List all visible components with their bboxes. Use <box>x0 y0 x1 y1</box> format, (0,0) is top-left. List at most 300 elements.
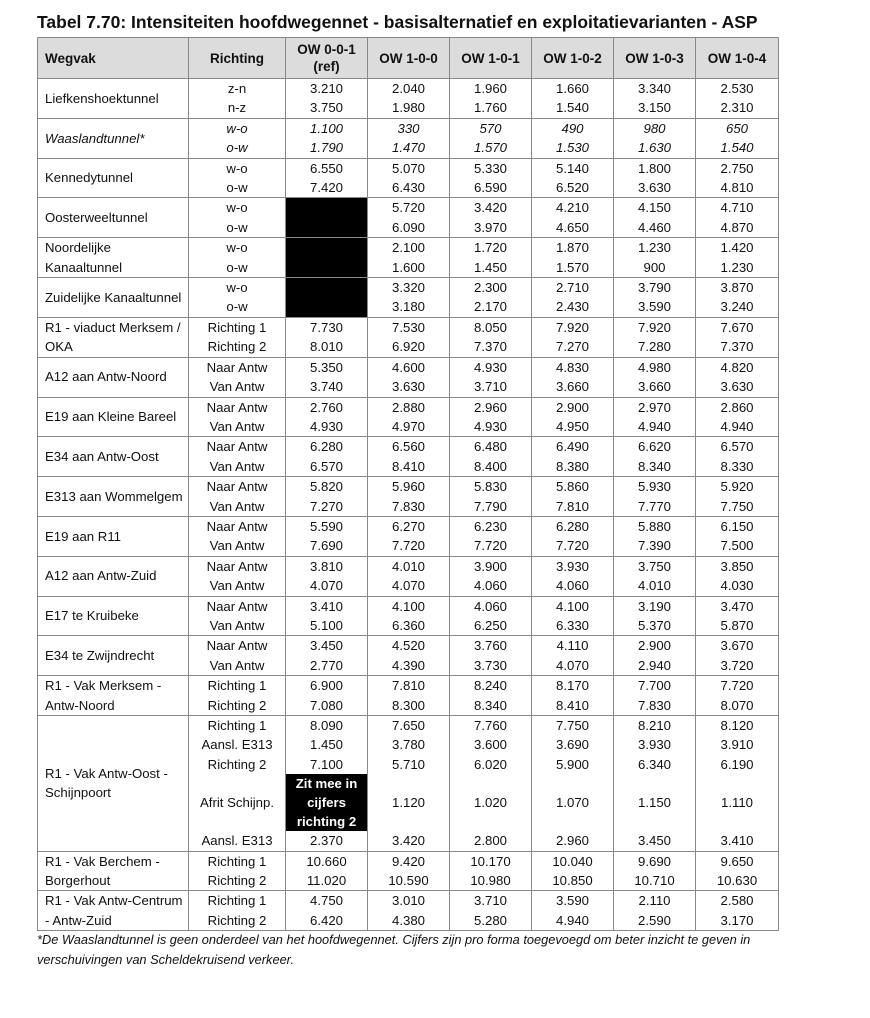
value-cell: 4.940 <box>614 417 696 437</box>
richting-cell: Naar Antw <box>189 596 286 616</box>
value-cell: 5.370 <box>614 616 696 636</box>
value-cell: 3.470 <box>696 596 779 616</box>
value-cell: 5.140 <box>532 158 614 178</box>
richting-cell: Richting 2 <box>189 337 286 357</box>
value-cell: 9.690 <box>614 851 696 871</box>
value-cell: 3.660 <box>532 377 614 397</box>
wegvak-cell: E19 aan R11 <box>38 516 189 556</box>
value-cell: 6.190 <box>696 755 779 774</box>
richting-cell: Richting 1 <box>189 317 286 337</box>
value-cell: 4.810 <box>696 178 779 198</box>
value-cell: 3.930 <box>532 556 614 576</box>
ref-value-cell: 5.590 <box>286 516 368 536</box>
table-title: Tabel 7.70: Intensiteiten hoofdwegennet - basisalternatief en exploitatievarianten - ASP <box>37 12 758 32</box>
value-cell: 6.020 <box>450 755 532 774</box>
ref-value-cell: 7.080 <box>286 696 368 716</box>
wegvak-cell: R1 - Vak Antw-Centrum - Antw-Zuid <box>38 891 189 931</box>
table-row <box>38 851 779 871</box>
value-cell: 4.870 <box>696 218 779 238</box>
value-cell: 1.470 <box>368 138 450 158</box>
value-cell: 5.930 <box>614 477 696 497</box>
wegvak-cell: R1 - Vak Berchem - Borgerhout <box>38 851 189 891</box>
value-cell: 4.710 <box>696 198 779 218</box>
value-cell: 6.520 <box>532 178 614 198</box>
value-cell: 6.490 <box>532 437 614 457</box>
value-cell: 2.590 <box>614 911 696 931</box>
richting-cell: Van Antw <box>189 377 286 397</box>
value-cell: 4.030 <box>696 576 779 596</box>
richting-cell: Richting 2 <box>189 871 286 891</box>
value-cell: 6.560 <box>368 437 450 457</box>
value-cell: 1.760 <box>450 98 532 118</box>
value-cell: 4.820 <box>696 357 779 377</box>
value-cell: 7.390 <box>614 536 696 556</box>
richting-cell: Richting 2 <box>189 696 286 716</box>
value-cell: 5.330 <box>450 158 532 178</box>
value-cell: 3.750 <box>614 556 696 576</box>
table-row <box>38 238 779 258</box>
value-cell: 4.060 <box>532 576 614 596</box>
value-cell: 1.540 <box>532 98 614 118</box>
richting-cell: z-n <box>189 79 286 99</box>
value-cell: 2.940 <box>614 656 696 676</box>
ref-value-cell: 4.750 <box>286 891 368 911</box>
value-cell: 4.930 <box>450 357 532 377</box>
value-cell: 4.210 <box>532 198 614 218</box>
richting-cell: w-o <box>189 278 286 298</box>
richting-cell: Naar Antw <box>189 556 286 576</box>
wegvak-cell: Oosterweeltunnel <box>38 198 189 238</box>
value-cell: 7.750 <box>696 497 779 517</box>
value-cell: 3.690 <box>532 735 614 754</box>
ref-value-cell: 6.570 <box>286 457 368 477</box>
value-cell: 6.920 <box>368 337 450 357</box>
table-row <box>38 79 779 99</box>
value-cell: 9.420 <box>368 851 450 871</box>
value-cell: 2.100 <box>368 238 450 258</box>
value-cell: 3.240 <box>696 297 779 317</box>
richting-cell: w-o <box>189 198 286 218</box>
value-cell: 3.910 <box>696 735 779 754</box>
richting-cell: Richting 2 <box>189 911 286 931</box>
value-cell: 6.150 <box>696 516 779 536</box>
richting-cell: Aansl. E313 <box>189 831 286 851</box>
value-cell: 2.970 <box>614 397 696 417</box>
ref-value-cell: 6.280 <box>286 437 368 457</box>
value-cell: 7.790 <box>450 497 532 517</box>
value-cell: 980 <box>614 118 696 138</box>
ref-value-cell: 3.740 <box>286 377 368 397</box>
value-cell: 3.420 <box>368 831 450 851</box>
column-header: OW 1-0-2 <box>532 38 614 79</box>
value-cell: 4.600 <box>368 357 450 377</box>
value-cell: 7.370 <box>450 337 532 357</box>
value-cell: 8.050 <box>450 317 532 337</box>
value-cell: 4.060 <box>450 596 532 616</box>
value-cell: 2.710 <box>532 278 614 298</box>
value-cell: 4.970 <box>368 417 450 437</box>
value-cell: 3.760 <box>450 636 532 656</box>
value-cell: 8.340 <box>614 457 696 477</box>
value-cell: 1.960 <box>450 79 532 99</box>
value-cell: 3.630 <box>696 377 779 397</box>
richting-cell: Richting 1 <box>189 716 286 736</box>
richting-cell: o-w <box>189 178 286 198</box>
wegvak-cell: A12 aan Antw-Noord <box>38 357 189 397</box>
table-row <box>38 891 779 911</box>
table-row <box>38 596 779 616</box>
table-row <box>38 357 779 377</box>
value-cell: 2.040 <box>368 79 450 99</box>
table-row <box>38 198 779 218</box>
value-cell: 8.380 <box>532 457 614 477</box>
value-cell: 3.190 <box>614 596 696 616</box>
ref-value-cell: 7.270 <box>286 497 368 517</box>
wegvak-cell: E34 te Zwijndrecht <box>38 636 189 676</box>
value-cell: 3.420 <box>450 198 532 218</box>
value-cell: 8.070 <box>696 696 779 716</box>
value-cell: 4.150 <box>614 198 696 218</box>
wegvak-cell: Noordelijke Kanaaltunnel <box>38 238 189 278</box>
value-cell: 4.070 <box>532 656 614 676</box>
value-cell: 8.330 <box>696 457 779 477</box>
richting-cell: Van Antw <box>189 536 286 556</box>
value-cell: 3.630 <box>368 377 450 397</box>
value-cell: 4.650 <box>532 218 614 238</box>
value-cell: 3.170 <box>696 911 779 931</box>
value-cell: 3.450 <box>614 831 696 851</box>
value-cell: 4.950 <box>532 417 614 437</box>
value-cell: 900 <box>614 258 696 278</box>
value-cell: 650 <box>696 118 779 138</box>
richting-cell: Afrit Schijnp. <box>189 774 286 831</box>
table-row <box>38 317 779 337</box>
value-cell: 6.230 <box>450 516 532 536</box>
table-row <box>38 556 779 576</box>
value-cell: 7.280 <box>614 337 696 357</box>
value-cell: 8.240 <box>450 676 532 696</box>
wegvak-cell: E19 aan Kleine Bareel <box>38 397 189 437</box>
ref-value-cell: 6.900 <box>286 676 368 696</box>
value-cell: 6.570 <box>696 437 779 457</box>
value-cell: 7.920 <box>614 317 696 337</box>
value-cell: 9.650 <box>696 851 779 871</box>
value-cell: 6.330 <box>532 616 614 636</box>
value-cell: 8.410 <box>368 457 450 477</box>
value-cell: 1.660 <box>532 79 614 99</box>
value-cell: 6.270 <box>368 516 450 536</box>
ref-value-cell: 11.020 <box>286 871 368 891</box>
value-cell: 7.500 <box>696 536 779 556</box>
value-cell: 2.960 <box>532 831 614 851</box>
value-cell: 3.850 <box>696 556 779 576</box>
ref-value-cell: 3.750 <box>286 98 368 118</box>
ref-value-cell: 10.660 <box>286 851 368 871</box>
value-cell: 2.580 <box>696 891 779 911</box>
value-cell: 10.710 <box>614 871 696 891</box>
value-cell: 570 <box>450 118 532 138</box>
value-cell: 7.650 <box>368 716 450 736</box>
ref-value-cell: 4.930 <box>286 417 368 437</box>
value-cell: 4.380 <box>368 911 450 931</box>
richting-cell: Naar Antw <box>189 636 286 656</box>
column-header: OW 1-0-0 <box>368 38 450 79</box>
richting-cell: Van Antw <box>189 497 286 517</box>
value-cell: 5.070 <box>368 158 450 178</box>
value-cell: 4.390 <box>368 656 450 676</box>
value-cell: 2.310 <box>696 98 779 118</box>
value-cell: 4.940 <box>696 417 779 437</box>
value-cell: 7.750 <box>532 716 614 736</box>
value-cell: 8.300 <box>368 696 450 716</box>
value-cell: 6.250 <box>450 616 532 636</box>
table-row <box>38 636 779 656</box>
value-cell: 1.600 <box>368 258 450 278</box>
richting-cell: Richting 2 <box>189 755 286 774</box>
value-cell: 8.340 <box>450 696 532 716</box>
value-cell: 7.810 <box>532 497 614 517</box>
value-cell: 2.530 <box>696 79 779 99</box>
value-cell: 3.970 <box>450 218 532 238</box>
value-cell: 3.590 <box>614 297 696 317</box>
richting-cell: Aansl. E313 <box>189 735 286 754</box>
value-cell: 1.120 <box>368 774 450 831</box>
value-cell: 1.530 <box>532 138 614 158</box>
value-cell: 330 <box>368 118 450 138</box>
value-cell: 7.720 <box>696 676 779 696</box>
value-cell: 2.430 <box>532 297 614 317</box>
value-cell: 3.900 <box>450 556 532 576</box>
column-header: OW 1-0-4 <box>696 38 779 79</box>
value-cell: 7.760 <box>450 716 532 736</box>
value-cell: 8.210 <box>614 716 696 736</box>
richting-cell: Van Antw <box>189 457 286 477</box>
value-cell: 7.700 <box>614 676 696 696</box>
value-cell: 1.420 <box>696 238 779 258</box>
ref-value-cell: 7.420 <box>286 178 368 198</box>
value-cell: 2.960 <box>450 397 532 417</box>
value-cell: 10.850 <box>532 871 614 891</box>
value-cell: 10.170 <box>450 851 532 871</box>
value-cell: 1.720 <box>450 238 532 258</box>
column-header: OW 1-0-3 <box>614 38 696 79</box>
redacted-cell <box>286 238 368 278</box>
value-cell: 1.110 <box>696 774 779 831</box>
value-cell: 8.410 <box>532 696 614 716</box>
richting-cell: Naar Antw <box>189 357 286 377</box>
value-cell: 4.830 <box>532 357 614 377</box>
value-cell: 3.150 <box>614 98 696 118</box>
value-cell: 1.070 <box>532 774 614 831</box>
value-cell: 4.520 <box>368 636 450 656</box>
value-cell: 2.880 <box>368 397 450 417</box>
value-cell: 3.320 <box>368 278 450 298</box>
value-cell: 6.340 <box>614 755 696 774</box>
value-cell: 5.710 <box>368 755 450 774</box>
value-cell: 2.900 <box>532 397 614 417</box>
ref-value-cell: 3.810 <box>286 556 368 576</box>
value-cell: 7.720 <box>450 536 532 556</box>
richting-cell: w-o <box>189 158 286 178</box>
ref-value-cell: 4.070 <box>286 576 368 596</box>
ref-value-cell: 5.820 <box>286 477 368 497</box>
ref-value-cell: 3.210 <box>286 79 368 99</box>
richting-cell: o-w <box>189 297 286 317</box>
value-cell: 1.870 <box>532 238 614 258</box>
wegvak-cell: R1 - viaduct Merksem / OKA <box>38 317 189 357</box>
ref-value-cell: 3.410 <box>286 596 368 616</box>
value-cell: 3.870 <box>696 278 779 298</box>
ref-value-cell: 7.690 <box>286 536 368 556</box>
value-cell: 6.280 <box>532 516 614 536</box>
table-row <box>38 477 779 497</box>
value-cell: 1.150 <box>614 774 696 831</box>
value-cell: 2.860 <box>696 397 779 417</box>
table-row <box>38 516 779 536</box>
value-cell: 4.980 <box>614 357 696 377</box>
richting-cell: w-o <box>189 238 286 258</box>
value-cell: 3.010 <box>368 891 450 911</box>
footnote: *De Waaslandtunnel is geen onderdeel van het hoofdwegennet. Cijfers zijn pro forma toegevoegd om beter inzicht te geven in verschuivingen van Scheldekruisend verkeer. <box>37 932 751 967</box>
richting-cell: o-w <box>189 138 286 158</box>
value-cell: 7.770 <box>614 497 696 517</box>
value-cell: 3.670 <box>696 636 779 656</box>
ref-value-cell: 2.760 <box>286 397 368 417</box>
value-cell: 6.620 <box>614 437 696 457</box>
value-cell: 5.830 <box>450 477 532 497</box>
ref-value-cell: 8.010 <box>286 337 368 357</box>
ref-value-cell: 2.370 <box>286 831 368 851</box>
richting-cell: w-o <box>189 118 286 138</box>
value-cell: 1.230 <box>696 258 779 278</box>
ref-value-cell: Zit mee in cijfers richting 2 <box>286 774 368 831</box>
value-cell: 4.110 <box>532 636 614 656</box>
ref-value-cell: 8.090 <box>286 716 368 736</box>
value-cell: 3.730 <box>450 656 532 676</box>
ref-value-cell: 6.420 <box>286 911 368 931</box>
value-cell: 8.400 <box>450 457 532 477</box>
value-cell: 6.590 <box>450 178 532 198</box>
value-cell: 6.480 <box>450 437 532 457</box>
value-cell: 1.450 <box>450 258 532 278</box>
value-cell: 5.880 <box>614 516 696 536</box>
value-cell: 5.280 <box>450 911 532 931</box>
header-row <box>38 38 779 79</box>
value-cell: 4.010 <box>368 556 450 576</box>
table-row <box>38 278 779 298</box>
value-cell: 7.670 <box>696 317 779 337</box>
value-cell: 5.900 <box>532 755 614 774</box>
value-cell: 4.100 <box>368 596 450 616</box>
wegvak-cell: Liefkenshoektunnel <box>38 79 189 119</box>
richting-cell: Richting 1 <box>189 676 286 696</box>
value-cell: 6.360 <box>368 616 450 636</box>
value-cell: 3.590 <box>532 891 614 911</box>
value-cell: 3.180 <box>368 297 450 317</box>
wegvak-cell: R1 - Vak Merksem - Antw-Noord <box>38 676 189 716</box>
wegvak-cell: E17 te Kruibeke <box>38 596 189 636</box>
column-header: OW 0-0-1 (ref) <box>286 38 368 79</box>
richting-cell: o-w <box>189 218 286 238</box>
value-cell: 5.860 <box>532 477 614 497</box>
value-cell: 4.010 <box>614 576 696 596</box>
value-cell: 3.790 <box>614 278 696 298</box>
value-cell: 5.920 <box>696 477 779 497</box>
value-cell: 2.750 <box>696 158 779 178</box>
richting-cell: Naar Antw <box>189 397 286 417</box>
column-header: OW 1-0-1 <box>450 38 532 79</box>
value-cell: 1.630 <box>614 138 696 158</box>
ref-value-cell: 1.790 <box>286 138 368 158</box>
wegvak-cell: Waaslandtunnel* <box>38 118 189 158</box>
value-cell: 8.170 <box>532 676 614 696</box>
value-cell: 1.020 <box>450 774 532 831</box>
ref-value-cell: 1.450 <box>286 735 368 754</box>
value-cell: 3.340 <box>614 79 696 99</box>
richting-cell: Naar Antw <box>189 516 286 536</box>
value-cell: 7.720 <box>368 536 450 556</box>
ref-value-cell: 5.100 <box>286 616 368 636</box>
value-cell: 1.230 <box>614 238 696 258</box>
table-row <box>38 397 779 417</box>
table-body <box>38 79 779 931</box>
value-cell: 1.570 <box>450 138 532 158</box>
ref-value-cell: 2.770 <box>286 656 368 676</box>
value-cell: 7.810 <box>368 676 450 696</box>
redacted-cell <box>286 198 368 238</box>
value-cell: 3.600 <box>450 735 532 754</box>
value-cell: 7.920 <box>532 317 614 337</box>
value-cell: 1.800 <box>614 158 696 178</box>
value-cell: 1.540 <box>696 138 779 158</box>
value-cell: 10.980 <box>450 871 532 891</box>
ref-value-cell: 7.100 <box>286 755 368 774</box>
value-cell: 3.710 <box>450 377 532 397</box>
table-row <box>38 676 779 696</box>
wegvak-cell: Kennedytunnel <box>38 158 189 198</box>
value-cell: 4.100 <box>532 596 614 616</box>
value-cell: 10.040 <box>532 851 614 871</box>
value-cell: 3.660 <box>614 377 696 397</box>
value-cell: 3.710 <box>450 891 532 911</box>
wegvak-cell: E34 aan Antw-Oost <box>38 437 189 477</box>
value-cell: 3.930 <box>614 735 696 754</box>
ref-value-cell: 1.100 <box>286 118 368 138</box>
value-cell: 7.830 <box>614 696 696 716</box>
wegvak-cell: E313 aan Wommelgem <box>38 477 189 517</box>
value-cell: 8.120 <box>696 716 779 736</box>
richting-cell: Van Antw <box>189 656 286 676</box>
wegvak-cell: Zuidelijke Kanaaltunnel <box>38 278 189 318</box>
intensity-table <box>37 37 779 931</box>
richting-cell: n-z <box>189 98 286 118</box>
value-cell: 10.630 <box>696 871 779 891</box>
value-cell: 7.370 <box>696 337 779 357</box>
value-cell: 7.720 <box>532 536 614 556</box>
value-cell: 1.980 <box>368 98 450 118</box>
value-cell: 2.900 <box>614 636 696 656</box>
ref-value-cell: 6.550 <box>286 158 368 178</box>
ref-value-cell: 7.730 <box>286 317 368 337</box>
richting-cell: Van Antw <box>189 417 286 437</box>
value-cell: 4.460 <box>614 218 696 238</box>
value-cell: 7.830 <box>368 497 450 517</box>
value-cell: 3.720 <box>696 656 779 676</box>
table-row <box>38 158 779 178</box>
value-cell: 3.780 <box>368 735 450 754</box>
value-cell: 2.170 <box>450 297 532 317</box>
value-cell: 4.060 <box>450 576 532 596</box>
